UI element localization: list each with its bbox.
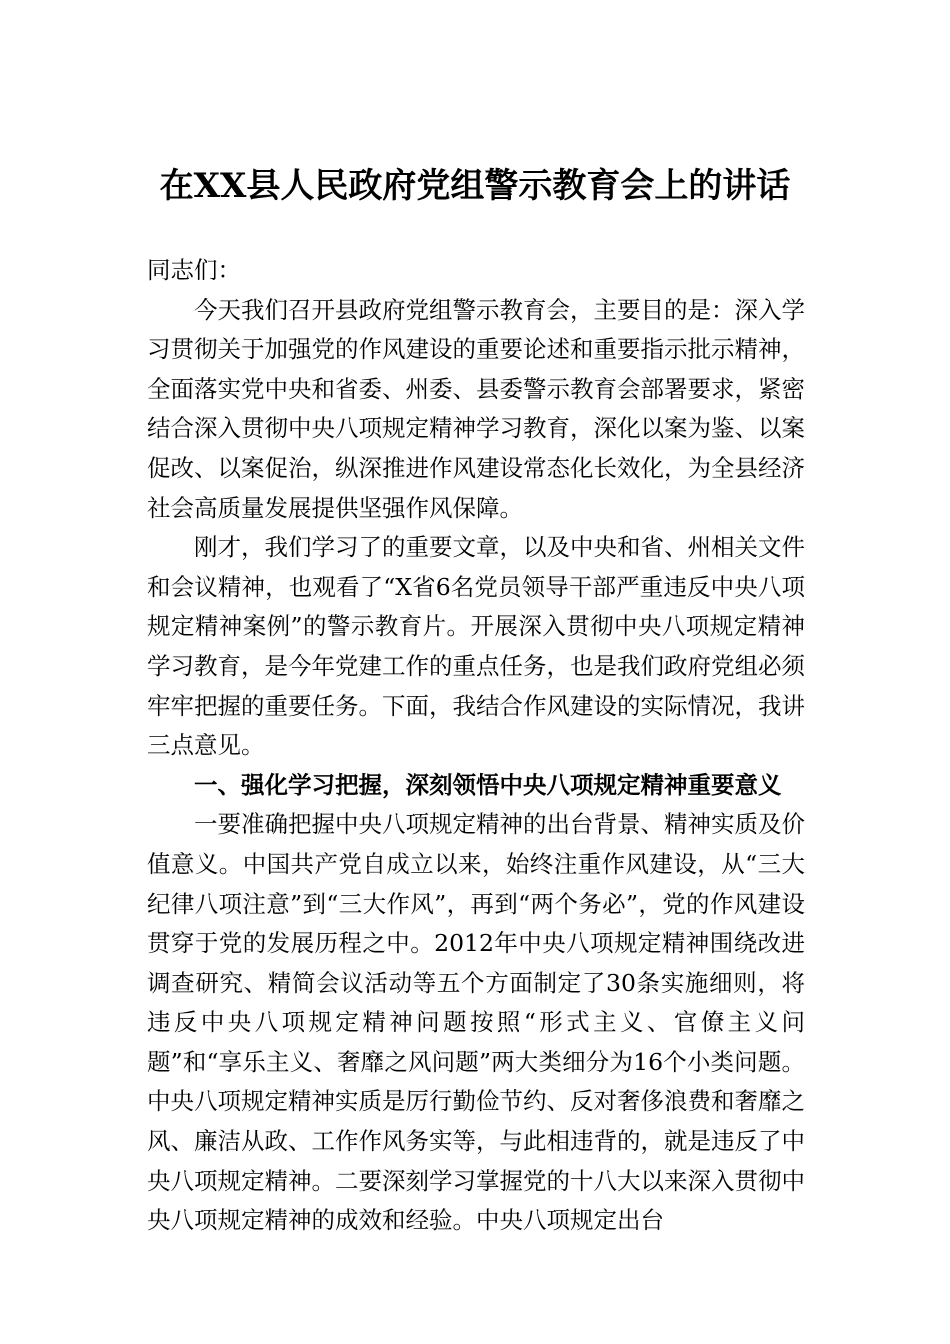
document-body xyxy=(147,251,805,1241)
body-paragraph: 一要准确把握中央八项规定精神的出台背景、精神实质及价值意义。中国共产党自成立以来，始终注重作风建设，从“三大纪律八项注意”到“三大作风”，再到“两个务必”，党的作风建设贯穿于党的发展历程之中。2012年中央八项规定精神围绕改进调查研究、精简会议活动等五个方面制定了30条实施细则，将违反中央八项规定精神问题按照“形式主义、官僚主义问题”和“享乐主义、奢靡之风问题”两大类细分为16个小类问题。中央八项规定精神实质是厉行勤俭节约、反对奢侈浪费和奢靡之风、廉洁从政、工作作风务实等，与此相违背的，就是违反了中央八项规定精神。二要深刻学习掌握党的十八大以来深入贯彻中央八项规定精神的成效和经验。中央八项规定出台 xyxy=(147,810,805,1235)
section-heading: 一、强化学习把握，深刻领悟中央八项规定精神重要意义 xyxy=(194,770,782,799)
salutation: 同志们： xyxy=(147,256,241,284)
document-title: 在XX县人民政府党组警示教育会上的讲话 xyxy=(159,166,791,206)
body-paragraph: 刚才，我们学习了的重要文章，以及中央和省、州相关文件和会议精神，也观看了“X省6名党员领导干部严重违反中央八项规定精神案例”的警示教育片。开展深入贯彻中央八项规定精神学习教育，是今年党建工作的重点任务，也是我们政府党组必须牢牢把握的重要任务。下面，我结合作风建设的实际情况，我讲三点意见。 xyxy=(147,533,805,760)
body-paragraph: 今天我们召开县政府党组警示教育会，主要目的是：深入学习贯彻关于加强党的作风建设的重要论述和重要指示批示精神，全面落实党中央和省委、州委、县委警示教育会部署要求，紧密结合深入贯彻中央八项规定精神学习教育，深化以案为鉴、以案促改、以案促治，纵深推进作风建设常态化长效化，为全县经济社会高质量发展提供坚强作风保障。 xyxy=(147,295,805,522)
